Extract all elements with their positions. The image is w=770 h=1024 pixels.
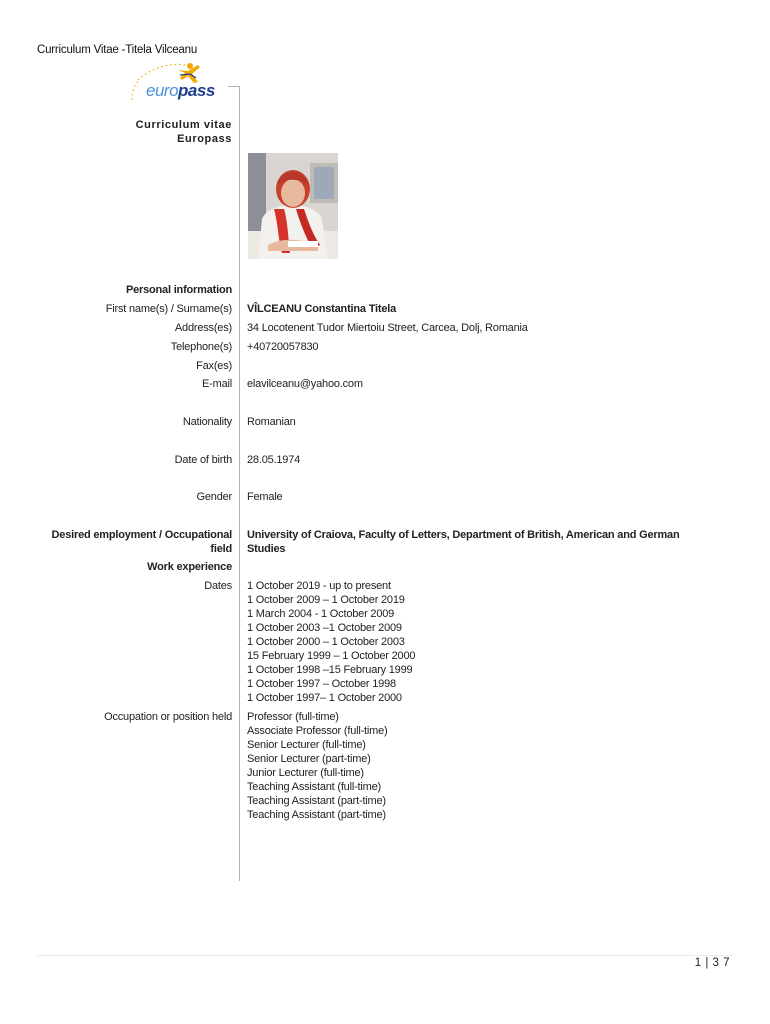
gender-value: Female (247, 491, 283, 503)
logo-text-pass: pass (178, 81, 215, 100)
date-item: 1 October 2003 –1 October 2009 (247, 622, 402, 634)
name-value: VÎLCEANU Constantina Titela (247, 303, 397, 315)
date-item: 1 October 1997 – October 1998 (247, 678, 396, 690)
occupation-label: Occupation or position held (104, 711, 232, 723)
logo-text-euro: euro (146, 81, 179, 100)
gender-label: Gender (196, 491, 232, 503)
date-item: 1 October 2009 – 1 October 2019 (247, 594, 405, 606)
profile-photo (248, 153, 338, 259)
occupation-item: Teaching Assistant (full-time) (247, 781, 381, 793)
telephone-label: Telephone(s) (170, 341, 232, 353)
occupation-item: Professor (full-time) (247, 711, 339, 723)
occupation-item: Junior Lecturer (full-time) (247, 767, 364, 779)
occupation-item: Senior Lecturer (full-time) (247, 739, 366, 751)
desired-employment-label: Desired employment / Occupational field (51, 529, 232, 555)
address-value: 34 Locotenent Tudor Miertoiu Street, Carcea, Dolj, Romania (247, 322, 528, 334)
telephone-value: +40720057830 (247, 341, 319, 353)
occupation-item: Teaching Assistant (part-time) (247, 809, 386, 821)
fax-label: Fax(es) (196, 360, 232, 372)
occupation-list (247, 710, 388, 822)
page-number: 1 | 3 7 (694, 957, 730, 969)
nationality-value: Romanian (247, 416, 296, 428)
email-value[interactable]: elavilceanu@yahoo.com (247, 378, 363, 390)
nationality-label: Nationality (182, 416, 232, 428)
name-label: First name(s) / Surname(s) (105, 303, 232, 315)
europass-logo (128, 60, 228, 104)
date-item: 1 October 2019 - up to present (247, 580, 391, 592)
date-item: 1 October 1997– 1 October 2000 (247, 692, 402, 704)
cv-header-line1: Curriculum vitae (135, 119, 232, 131)
date-item: 1 March 2004 - 1 October 2009 (247, 608, 395, 620)
personal-information-heading: Personal information (125, 284, 232, 296)
occupation-item: Teaching Assistant (part-time) (247, 795, 386, 807)
date-of-birth-label: Date of birth (174, 454, 232, 466)
cv-header-line2: Europass (177, 133, 232, 145)
date-item: 1 October 1998 –15 February 1999 (247, 664, 413, 676)
occupation-item: Associate Professor (full-time) (247, 725, 388, 737)
date-item: 1 October 2000 – 1 October 2003 (247, 636, 405, 648)
cv-header (136, 118, 232, 146)
address-label: Address(es) (174, 322, 232, 334)
desired-employment-value: University of Craiova, Faculty of Letters, Department of British, American and German Studies (247, 529, 680, 555)
footer-rule (37, 955, 733, 956)
document-title: Curriculum Vitae -Titela Vilceanu (37, 44, 198, 56)
date-of-birth-value: 28.05.1974 (247, 454, 301, 466)
dates-list (247, 579, 415, 705)
email-label: E-mail (202, 378, 232, 390)
dates-label: Dates (204, 580, 232, 592)
work-experience-heading: Work experience (147, 561, 232, 573)
column-divider (239, 86, 240, 881)
occupation-item: Senior Lecturer (part-time) (247, 753, 371, 765)
date-item: 15 February 1999 – 1 October 2000 (247, 650, 416, 662)
